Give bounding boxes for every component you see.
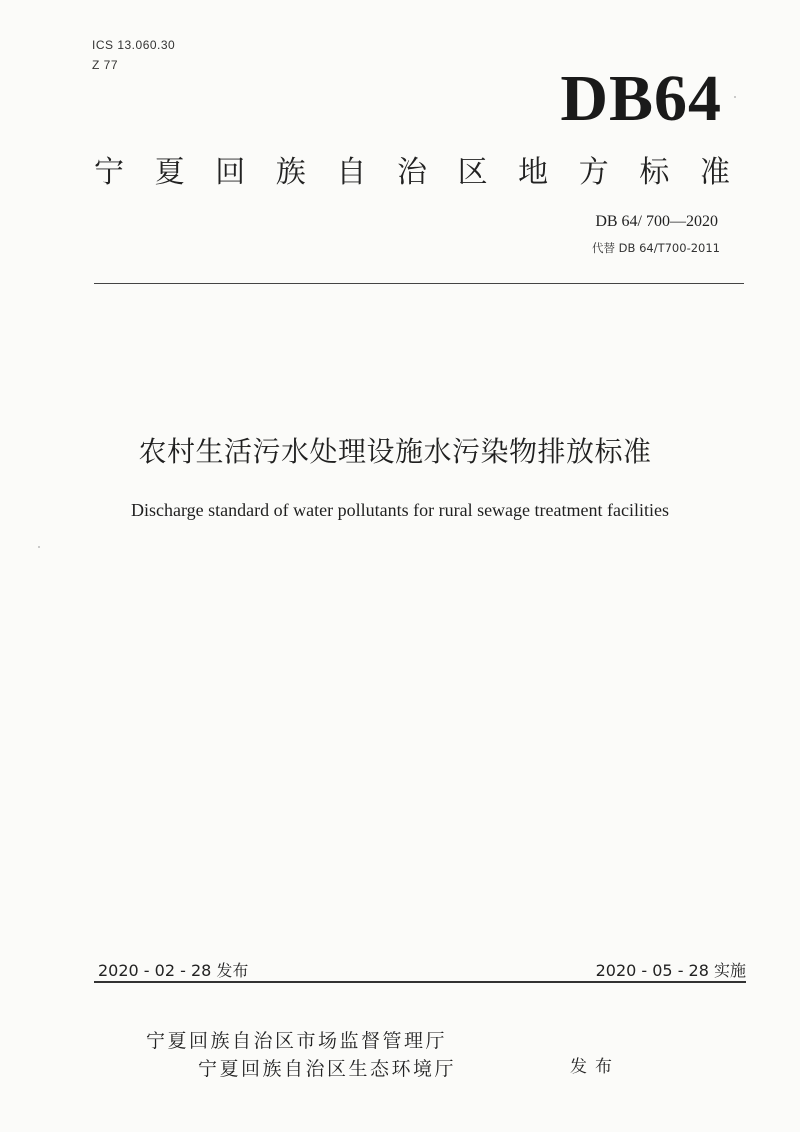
title-chinese: 农村生活污水处理设施水污染物排放标准	[138, 435, 652, 468]
standard-type-char: 标	[639, 155, 670, 190]
implementation-date: 2020 - 05 - 28 实施	[595, 961, 746, 980]
header-divider	[94, 283, 744, 284]
scan-speck	[734, 96, 736, 98]
replaces-note: 代替 DB 64/T700-2011	[592, 241, 720, 255]
standard-type-char: 区	[457, 155, 488, 190]
issuer-ecology-environment: 宁夏回族自治区生态环境厅	[198, 1058, 457, 1080]
db-logo: DB64	[560, 62, 722, 135]
standard-type-char: 地	[518, 155, 549, 190]
standard-number: DB 64/ 700—2020	[595, 213, 718, 230]
title-english: Discharge standard of water pollutants for rural sewage treatment facilities	[131, 500, 669, 520]
standard-type-char: 宁	[94, 155, 124, 190]
scan-speck	[38, 546, 40, 548]
standard-type-heading	[94, 153, 730, 193]
issuer-market-regulation: 宁夏回族自治区市场监督管理厅	[146, 1030, 448, 1052]
standard-type-char: 回	[215, 155, 246, 190]
footer-divider	[94, 981, 746, 983]
publish-label: 发布	[570, 1057, 620, 1077]
standard-type-char: 族	[275, 155, 306, 190]
standard-type-char: 治	[396, 155, 427, 190]
standard-type-char: 夏	[154, 155, 185, 190]
issue-date: 2020 - 02 - 28 发布	[98, 961, 249, 980]
standard-type-char: 自	[336, 155, 367, 190]
ics-code: ICS 13.060.30	[92, 38, 176, 52]
standard-type-char: 方	[578, 155, 609, 190]
standard-type-char: 准	[699, 155, 730, 190]
ccs-code: Z 77	[92, 58, 119, 72]
